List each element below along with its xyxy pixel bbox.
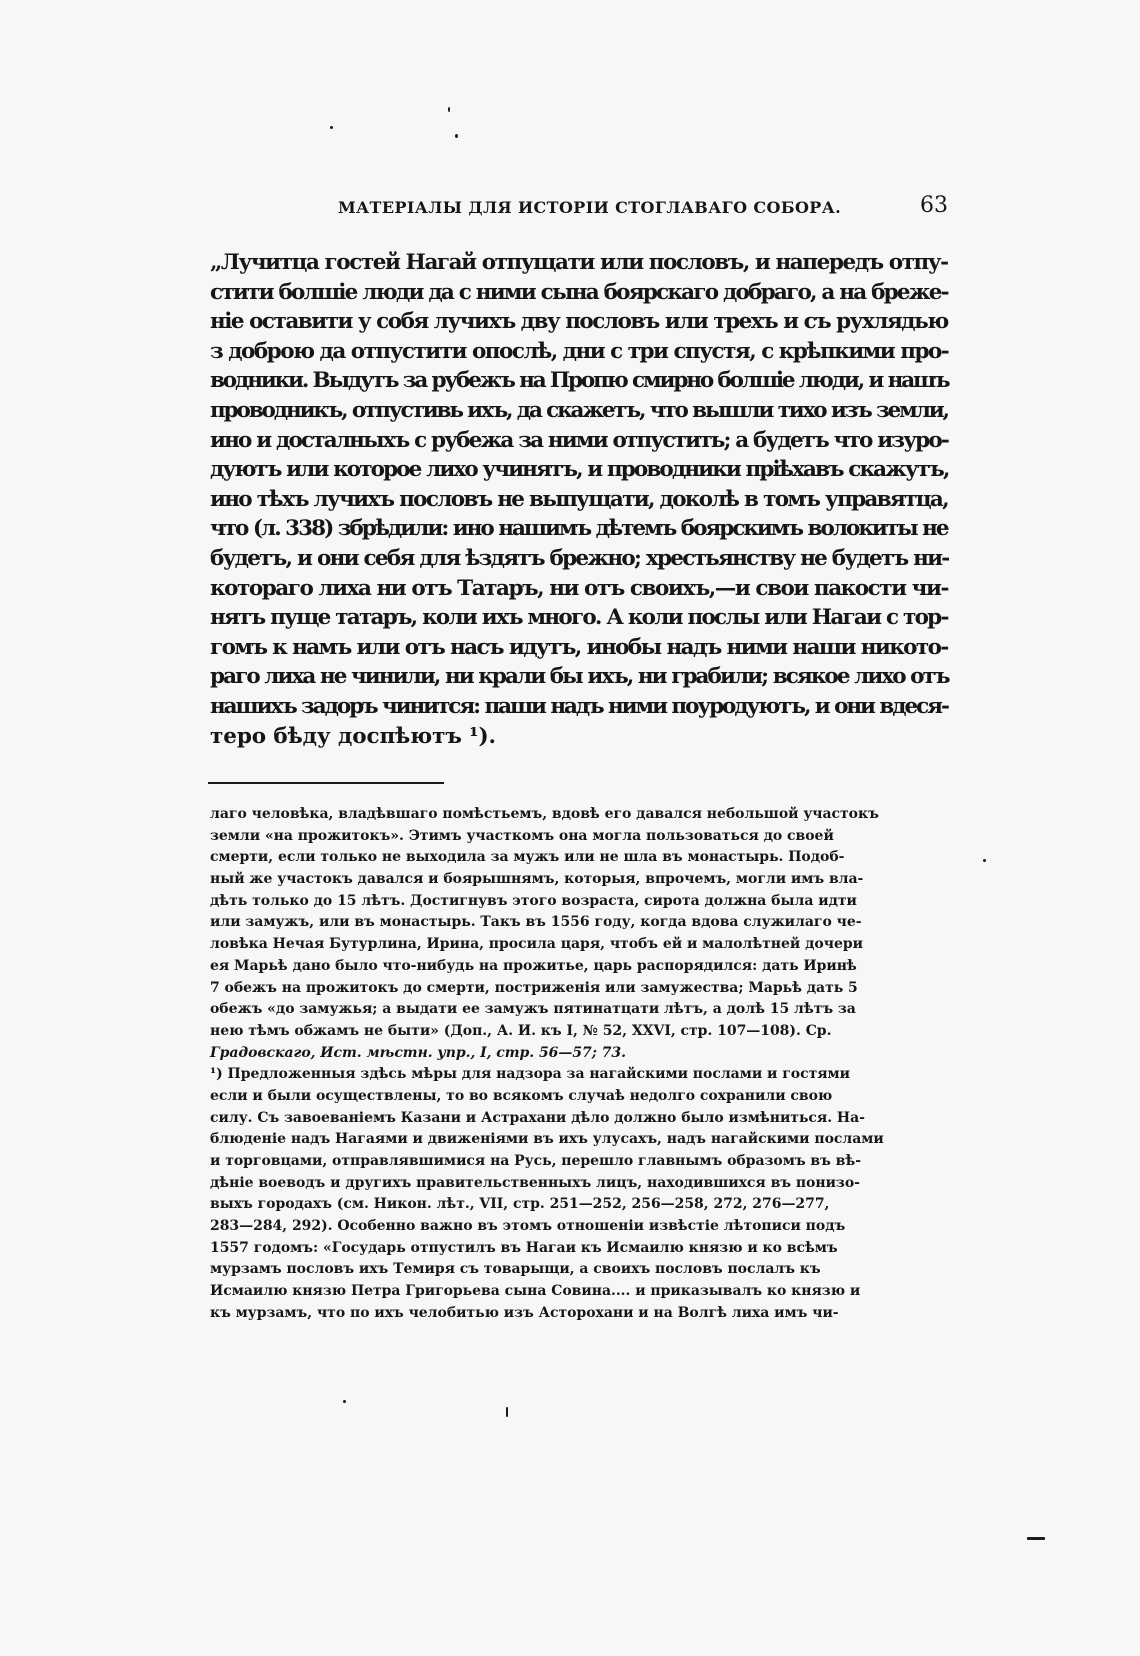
footnote-line: Градовскаго, Ист. мѣстн. упр., I, стр. 56—57; 73. [210, 1044, 626, 1061]
footnote-line: лаго человѣка, владѣвшаго помѣстьемъ, вдовѣ его давался небольшой участокъ [210, 806, 879, 822]
footnote-line: и торговцами, отправлявшимися на Русь, перешло главнымъ образомъ въ вѣ- [210, 1153, 861, 1169]
main-text-line: ино тѣхъ лучихъ пословъ не выпущати, доколѣ в томъ управятца, [210, 486, 948, 512]
main-text-line: ино и досталныхъ с рубежа за ними отпустить; а будетъ что изуро- [210, 427, 948, 453]
scan-speck [448, 107, 450, 112]
footnote-line: если и были осуществлены, то во всякомъ случаѣ недолго сохранили свою [210, 1087, 833, 1104]
main-text-line: теро бѣду доспѣютъ ¹). [210, 723, 496, 749]
main-text-line: гомъ к намъ или отъ насъ идутъ, инобы надъ ними наши никото- [210, 634, 948, 660]
main-text-line: ніе оставити у собя лучихъ дву пословъ или трехъ и съ рухлядью [210, 309, 948, 335]
scan-speck [1027, 1537, 1045, 1540]
footnote-line: 283—284, 292). Особенно важно въ этомъ отношеніи извѣстіе лѣтописи подъ [210, 1218, 846, 1235]
main-text-block [210, 248, 950, 751]
footnote-line: дѣть только до 15 лѣтъ. Достигнувъ этого возраста, сирота должна была идти [210, 892, 857, 909]
main-text-line: нашихъ задоръ чинится: паши надъ ними поуродуютъ, и они вдеся- [210, 693, 948, 719]
footnote-line: нею тѣмъ обжамъ не быти» (Доп., А. И. къ I, № 52, XXVI, стр. 107—108). Ср. [210, 1022, 832, 1039]
footnotes-block [210, 804, 950, 1325]
main-text-line: проводникъ, отпустивь ихъ, да скажетъ, что вышли тихо изъ земли, [210, 397, 948, 423]
main-text-line: котораго лиха ни отъ Татаръ, ни отъ своихъ,—и свои пакости чи- [210, 575, 948, 601]
main-text-line: что (л. 338) збрѣдили: ино нашимъ дѣтемъ боярскимъ волокиты не [210, 516, 948, 542]
footnote-line: силу. Съ завоеваніемъ Казани и Астрахани дѣло должно было измѣниться. На- [210, 1109, 865, 1126]
scan-speck [455, 134, 458, 138]
main-text-line: „Лучитца гостей Нагай отпущати или пословъ, и напередъ отпу- [210, 250, 948, 275]
main-text-line: будетъ, и они себя для ѣздятъ брежно; хрестьянству не будетъ ни- [210, 545, 949, 571]
footnote-divider [208, 782, 444, 784]
main-text-line: нятъ пуще татаръ, коли ихъ много. А коли послы или Нагаи с тор- [210, 605, 948, 631]
footnote-line: выхъ городахъ (см. Никон. лѣт., VII, стр. 251—252, 256—258, 272, 276—277, [210, 1196, 830, 1213]
page-number: 63 [920, 193, 948, 218]
footnote-line: ловѣка Нечая Бутурлина, Ирина, просила царя, чтобъ ей и малолѣтней дочери [210, 936, 863, 953]
running-title: МАТЕРІАЛЫ ДЛЯ ИСТОРІИ СТОГЛАВАГО СОБОРА. [338, 198, 842, 217]
main-text-line: з доброю да отпустити опослѣ, дни с три спустя, с крѣпкими про- [210, 338, 949, 364]
main-text-line: дуютъ или которое лихо учинятъ, и проводники пріѣхавъ скажутъ, [210, 457, 949, 483]
footnote-line: ея Марьѣ дано было что-нибудь на прожитье, царь распорядился: дать Иринѣ [210, 957, 857, 974]
footnote-line: ¹) Предложенныя здѣсь мѣры для надзора за нагайскими послами и гостями [210, 1066, 851, 1083]
footnote-line: 1557 годомъ: «Государь отпустилъ въ Нагаи къ Исмаилю князю и ко всѣмъ [210, 1239, 838, 1256]
footnote-line: къ мурзамъ, что по ихъ челобитью изъ Асторохани и на Волгѣ лиха имъ чи- [210, 1304, 839, 1321]
footnote-line: блюденіе надъ Нагаями и движеніями въ ихъ улусахъ, надъ нагайскими послами [210, 1131, 884, 1148]
footnote-line: Исмаилю князю Петра Григорьева сына Совина.... и приказывалъ ко князю и [210, 1283, 861, 1300]
footnote-line: земли «на прожитокъ». Этимъ участкомъ она могла пользоваться до своей [210, 827, 834, 844]
footnote-line: смерти, если только не выходила за мужъ или не шла въ монастырь. Подоб- [210, 849, 845, 866]
footnote-line: или замужъ, или въ монастырь. Такъ въ 1556 году, когда вдова служилаго че- [210, 914, 862, 931]
main-text-line: раго лиха не чинили, ни крали бы ихъ, ни грабили; всякое лихо отъ [210, 664, 949, 690]
scan-speck [506, 1407, 508, 1417]
main-text-line: водники. Выдутъ за рубежъ на Пропю смирно болшіе люди, и нашъ [210, 368, 949, 394]
footnote-line: ный же участокъ давался и боярышнямъ, которыя, впрочемъ, могли имъ вла- [210, 871, 864, 888]
footnote-line: дѣніе воеводъ и другихъ правительственныхъ лицъ, находившихся въ понизо- [210, 1174, 860, 1191]
footnote-line: мурзамъ пословъ ихъ Темиря съ товарыщи, а своихъ пословъ послалъ къ [210, 1261, 821, 1278]
main-text-line: стити болшіе люди да с ними сына боярскаго добраго, а на бреже- [210, 279, 948, 305]
scan-speck [983, 859, 986, 862]
footnote-line: 7 обежъ на прожитокъ до смерти, постриженія или замужества; Марьѣ дать 5 [210, 979, 858, 996]
scan-speck [343, 1400, 346, 1403]
footnote-line: обежъ «до замужья; а выдати ее замужъ пятинатцати лѣтъ, а долѣ 15 лѣтъ за [210, 1001, 856, 1018]
scan-speck [330, 126, 333, 129]
